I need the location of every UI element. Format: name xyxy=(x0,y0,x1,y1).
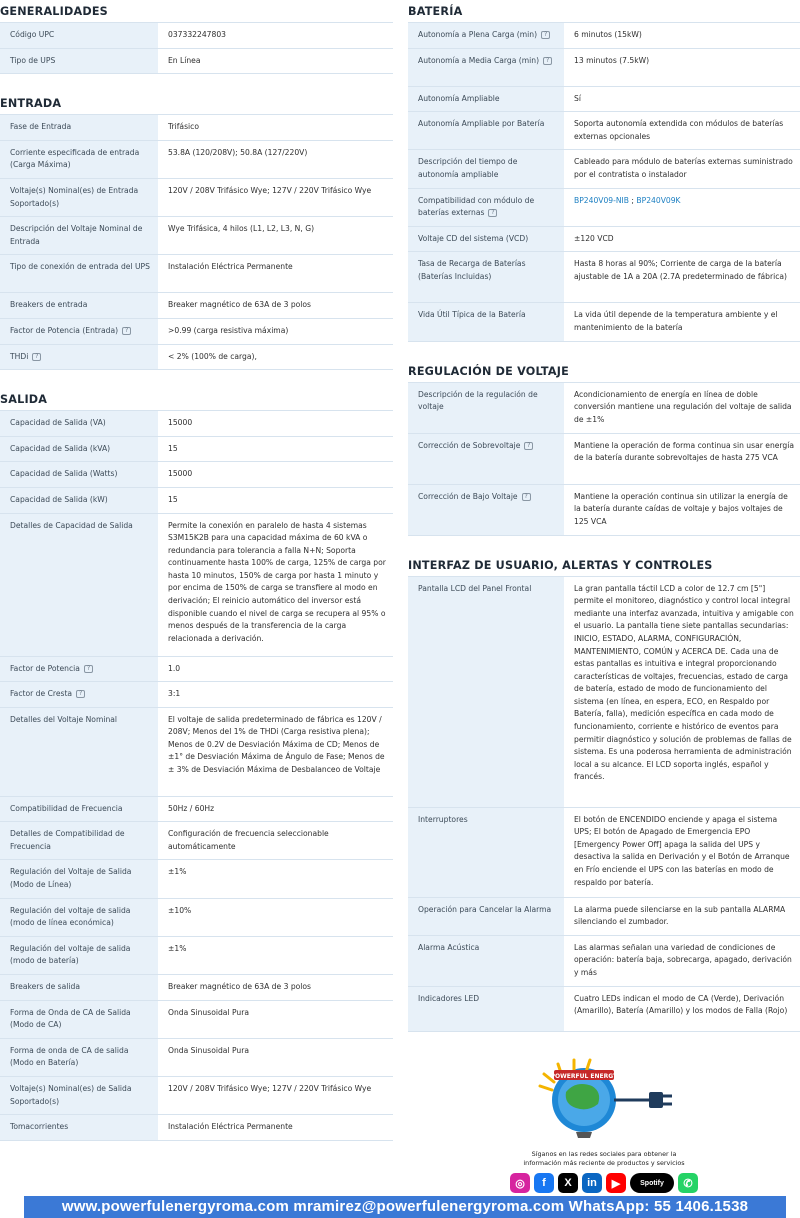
spec-label xyxy=(0,682,158,708)
spec-row xyxy=(408,112,800,150)
spec-value: Hasta 8 horas al 90%; Corriente de carga de la batería ajustable de 1A a 20A (2.7A predeterminado de fábrica) xyxy=(564,252,800,303)
spec-label xyxy=(408,576,564,807)
spec-label-text: Detalles de Compatibilidad de Frecuencia xyxy=(10,829,125,851)
whatsapp-icon[interactable]: ✆ xyxy=(678,1173,698,1193)
spec-value: Las alarmas señalan una variedad de condiciones de operación: batería baja, sobrecarga, apagado, derivación y más xyxy=(564,935,800,986)
spec-value: Instalación Eléctrica Permanente xyxy=(158,255,393,293)
spec-value: Mantiene la operación continua sin utilizar la energía de la batería durante caídas de voltaje y bajos voltajes de 125 VCA xyxy=(564,484,800,535)
spec-row xyxy=(408,382,800,433)
spec-row xyxy=(408,188,800,226)
spec-label-text: Autonomía Ampliable por Batería xyxy=(418,119,545,129)
spec-row xyxy=(408,303,800,341)
spec-label xyxy=(0,48,158,74)
spec-label-text: Operación para Cancelar la Alarma xyxy=(418,904,552,914)
spec-row xyxy=(408,23,800,49)
spec-label xyxy=(408,897,564,935)
spec-label xyxy=(0,975,158,1001)
spec-label-text: Descripción del Voltaje Nominal de Entrada xyxy=(10,224,143,246)
spec-value: 15 xyxy=(158,487,393,513)
contact-footer[interactable]: www.powerfulenergyroma.com mramirez@powerfulenergyroma.com WhatsApp: 55 1406.1538 xyxy=(24,1196,786,1218)
spec-label xyxy=(0,115,158,141)
spec-table xyxy=(0,22,393,74)
spec-value: Configuración de frecuencia seleccionable automáticamente xyxy=(158,822,393,860)
spec-row xyxy=(408,807,800,897)
spec-row xyxy=(0,796,393,822)
spec-label xyxy=(0,936,158,974)
spec-label xyxy=(0,140,158,178)
spec-label-text: Descripción del tiempo de autonomía ampliable xyxy=(418,157,518,179)
help-icon[interactable]: ? xyxy=(541,31,550,39)
left-column xyxy=(0,0,393,1141)
spec-row xyxy=(0,656,393,682)
spec-label xyxy=(408,986,564,1031)
company-logo xyxy=(514,1052,694,1142)
spec-value: Onda Sinusoidal Pura xyxy=(158,1038,393,1076)
spec-label xyxy=(0,436,158,462)
help-icon[interactable]: ? xyxy=(543,57,552,65)
spec-label xyxy=(0,255,158,293)
spec-label-text: Factor de Potencia xyxy=(10,663,80,673)
youtube-icon[interactable]: ▶ xyxy=(606,1173,626,1193)
spec-row xyxy=(0,1115,393,1141)
spec-label-text: THDi xyxy=(10,351,29,361)
spec-label-text: Forma de Onda de CA de Salida (Modo de CA) xyxy=(10,1007,131,1030)
spec-label xyxy=(0,217,158,255)
spec-row xyxy=(0,975,393,1001)
social-icons xyxy=(408,1173,800,1193)
spec-row xyxy=(0,48,393,74)
spec-label xyxy=(0,487,158,513)
spec-value: ±1% xyxy=(158,860,393,898)
spec-label xyxy=(408,433,564,484)
spec-label xyxy=(408,23,564,49)
spec-label-text: Breakers de salida xyxy=(10,982,80,992)
spec-label-text: Tasa de Recarga de Baterías (Baterías Incluidas) xyxy=(418,259,526,281)
spec-label xyxy=(408,226,564,252)
help-icon[interactable]: ? xyxy=(524,442,533,450)
spec-value: En Línea xyxy=(158,48,393,74)
spec-label xyxy=(0,1000,158,1038)
spec-label-text: Capacidad de Salida (kW) xyxy=(10,494,108,504)
spec-value: El voltaje de salida predeterminado de fábrica es 120V / 208V; Menos del 1% de THDi (Carga resistiva plena); Menos de 0.2V de Desviación Máxima de CD; Menos de ±1° de Desviación Máxima de Ángulo de Fase; Menos de ± 3% de Desviación Máxima de Desbalanceo de Voltaje xyxy=(158,707,393,796)
spec-row xyxy=(0,411,393,437)
spec-label-text: Voltaje(s) Nominal(es) de Salida Soportado(s) xyxy=(10,1084,132,1106)
brand-area xyxy=(408,1040,800,1193)
spec-label xyxy=(408,86,564,112)
spec-value: Cableado para módulo de baterías externas suministrado por el contratista o instalador xyxy=(564,150,800,188)
spec-row xyxy=(408,150,800,188)
spec-label xyxy=(0,656,158,682)
battery-module-link[interactable]: BP240V09K xyxy=(636,195,681,205)
spec-label-text: Interruptores xyxy=(418,814,468,824)
spec-label-text: Breakers de entrada xyxy=(10,300,88,310)
spec-value: 13 minutos (7.5kW) xyxy=(564,48,800,86)
spec-row xyxy=(0,682,393,708)
spec-label xyxy=(408,252,564,303)
spec-label-text: Detalles de Capacidad de Salida xyxy=(10,520,133,530)
spec-value: El botón de ENCENDIDO enciende y apaga el sistema UPS; El botón de Apagado de Emergencia EPO [Emergency Power Off] apaga la salida del UPS y desactiva la salida en Derivación y el Botón de Arranque en Frío enciende el UPS con las baterías en modo de respaldo por batería. xyxy=(564,807,800,897)
spec-row xyxy=(0,462,393,488)
spec-value: Onda Sinusoidal Pura xyxy=(158,1000,393,1038)
spec-label-text: Tipo de UPS xyxy=(10,55,56,65)
spec-row xyxy=(0,23,393,49)
spec-value xyxy=(564,188,800,226)
spec-value: Instalación Eléctrica Permanente xyxy=(158,1115,393,1141)
spec-value: ±1% xyxy=(158,936,393,974)
svg-text:POWERFUL ENERGY: POWERFUL ENERGY xyxy=(550,1073,618,1080)
section-title: SALIDA xyxy=(0,393,48,407)
spec-label-text: Corrección de Bajo Voltaje xyxy=(418,491,518,501)
section-title: INTERFAZ DE USUARIO, ALERTAS Y CONTROLES xyxy=(408,558,713,572)
spec-row xyxy=(0,217,393,255)
spec-row xyxy=(0,178,393,216)
spec-label-text: Código UPC xyxy=(10,30,55,39)
spec-row xyxy=(408,86,800,112)
spec-label-text: Tomacorrientes xyxy=(10,1122,69,1132)
facebook-icon[interactable]: f xyxy=(534,1173,554,1193)
spec-label xyxy=(0,822,158,860)
spec-value: Permite la conexión en paralelo de hasta 4 sistemas S3M15K2B para una capacidad máxima de 60 kVA o redundancia para tolerancia a falla N+N; Soporta continuamente hasta 100% de carga, 125% de carga por hasta 10 minutos, 150% de carga por hasta 1 minuto y por encima de 150% de carga se transfiere al modo en derivación; El reinicio automático del inversor está disponible cuando el nivel de carga se recupera al 95% o menos después de la transferencia de la carga relacionada a derivación. xyxy=(158,513,393,656)
spec-label-text: Fase de Entrada xyxy=(10,122,72,132)
help-icon[interactable]: ? xyxy=(84,665,93,673)
spec-row xyxy=(408,433,800,484)
spec-label-text: Pantalla LCD del Panel Frontal xyxy=(418,583,532,593)
section-title: REGULACIÓN DE VOLTAJE xyxy=(408,364,569,378)
spec-label xyxy=(0,513,158,656)
spec-row xyxy=(0,860,393,898)
spec-label xyxy=(0,707,158,796)
spec-value: Acondicionamiento de energía en línea de doble conversión mantiene una regulación del voltaje de salida de ±1% xyxy=(564,382,800,433)
spec-label xyxy=(408,112,564,150)
spec-label-text: Autonomía Ampliable xyxy=(418,93,500,103)
spec-row xyxy=(0,1038,393,1076)
spec-row xyxy=(0,293,393,319)
spec-value: 6 minutos (15kW) xyxy=(564,23,800,49)
spec-label-text: Regulación del Voltaje de Salida (Modo de Línea) xyxy=(10,867,132,890)
spec-label xyxy=(408,484,564,535)
spotify-icon[interactable]: Spotify xyxy=(630,1173,674,1193)
spec-row xyxy=(0,1000,393,1038)
help-icon[interactable]: ? xyxy=(76,690,85,698)
spec-label-text: Capacidad de Salida (Watts) xyxy=(10,469,118,479)
spec-value: Sí xyxy=(564,86,800,112)
spec-label-text: Regulación del voltaje de salida (modo de línea económica) xyxy=(10,905,131,928)
spec-label-text: Corrección de Sobrevoltaje xyxy=(418,440,521,450)
linkedin-icon[interactable]: in xyxy=(582,1173,602,1193)
spec-label xyxy=(408,188,564,226)
x-icon[interactable]: X xyxy=(558,1173,578,1193)
link-separator: ; xyxy=(629,195,637,205)
spec-label xyxy=(0,293,158,319)
spec-label-text: Regulación del voltaje de salida (modo de batería) xyxy=(10,943,131,966)
spec-row xyxy=(0,707,393,796)
spec-row xyxy=(0,255,393,293)
spec-table xyxy=(0,114,393,370)
help-icon[interactable]: ? xyxy=(522,493,531,501)
spec-value: 120V / 208V Trifásico Wye; 127V / 220V Trifásico Wye xyxy=(158,178,393,216)
spec-label xyxy=(0,1038,158,1076)
spec-row xyxy=(0,1077,393,1115)
spec-label-text: Voltaje(s) Nominal(es) de Entrada Soportado(s) xyxy=(10,185,139,208)
spec-row xyxy=(0,822,393,860)
spec-value: Mantiene la operación de forma continua sin usar energía de la batería durante sobrevoltajes de hasta 275 VCA xyxy=(564,433,800,484)
spec-value: ±120 VCD xyxy=(564,226,800,252)
spec-value: 037332247803 xyxy=(158,23,393,49)
spec-label xyxy=(0,318,158,344)
spec-table xyxy=(0,410,393,1141)
spec-label xyxy=(0,1115,158,1141)
spec-row xyxy=(0,898,393,936)
battery-module-link[interactable]: BP240V09-NIB xyxy=(574,195,630,205)
spec-label-text: Factor de Cresta xyxy=(10,689,73,699)
help-icon[interactable]: ? xyxy=(488,209,497,217)
spec-row xyxy=(408,484,800,535)
spec-label xyxy=(0,796,158,822)
spec-value: 120V / 208V Trifásico Wye; 127V / 220V Trifásico Wye xyxy=(158,1077,393,1115)
spec-label-text: Forma de onda de CA de salida (Modo en Batería) xyxy=(10,1045,129,1068)
social-follow-text: Síganos en las redes sociales para obtener la información más reciente de productos y servicios xyxy=(523,1150,685,1167)
spec-row xyxy=(408,48,800,86)
spec-label-text: Corriente especificada de entrada (Carga Máxima) xyxy=(10,147,140,170)
spec-label-text: Indicadores LED xyxy=(418,993,480,1003)
spec-value: La alarma puede silenciarse en la sub pantalla ALARMA silenciando el zumbador. xyxy=(564,897,800,935)
instagram-icon[interactable]: ◎ xyxy=(510,1173,530,1193)
spec-label-text: Factor de Potencia (Entrada) xyxy=(10,325,119,335)
spec-label xyxy=(408,48,564,86)
spec-value: Cuatro LEDs indican el modo de CA (Verde), Derivación (Amarillo), Batería (Amarillo) y los modos de Falla (Rojo) xyxy=(564,986,800,1031)
spec-value: La vida útil depende de la temperatura ambiente y el mantenimiento de la batería xyxy=(564,303,800,341)
spec-value: 50Hz / 60Hz xyxy=(158,796,393,822)
spec-value: 15000 xyxy=(158,462,393,488)
spec-value: 15 xyxy=(158,436,393,462)
spec-table xyxy=(408,576,800,1032)
help-icon[interactable]: ? xyxy=(32,353,41,361)
spec-label-text: Alarma Acústica xyxy=(418,942,480,952)
spec-label xyxy=(408,382,564,433)
spec-row xyxy=(0,487,393,513)
spec-value: < 2% (100% de carga), xyxy=(158,344,393,370)
spec-row xyxy=(0,115,393,141)
spec-row xyxy=(408,897,800,935)
spec-label xyxy=(0,344,158,370)
help-icon[interactable]: ? xyxy=(122,327,131,335)
spec-label xyxy=(0,1077,158,1115)
spec-label xyxy=(0,23,158,49)
section-title: GENERALIDADES xyxy=(0,5,108,18)
spec-label-text: Capacidad de Salida (VA) xyxy=(10,418,106,428)
spec-value: 3:1 xyxy=(158,682,393,708)
spec-value: 53.8A (120/208V); 50.8A (127/220V) xyxy=(158,140,393,178)
spec-label xyxy=(408,935,564,986)
spec-value: >0.99 (carga resistiva máxima) xyxy=(158,318,393,344)
spec-label-text: Compatibilidad de Frecuencia xyxy=(10,803,123,813)
spec-label-text: Autonomía a Plena Carga (min) xyxy=(418,30,538,39)
spec-label-text: Compatibilidad con módulo de baterías externas xyxy=(418,195,535,218)
spec-table xyxy=(408,22,800,342)
section-title: ENTRADA xyxy=(0,97,62,111)
section-spacer xyxy=(408,342,800,360)
spec-value: ±10% xyxy=(158,898,393,936)
section-spacer xyxy=(0,74,393,92)
spec-label-text: Autonomía a Media Carga (min) xyxy=(418,55,540,65)
spec-row xyxy=(408,576,800,807)
spec-table xyxy=(408,382,800,536)
spec-label-text: Voltaje CD del sistema (VCD) xyxy=(418,233,529,243)
spec-row xyxy=(0,513,393,656)
spec-label-text: Capacidad de Salida (kVA) xyxy=(10,443,111,453)
spec-row xyxy=(0,436,393,462)
spec-value: 1.0 xyxy=(158,656,393,682)
spec-value: Breaker magnético de 63A de 3 polos xyxy=(158,975,393,1001)
section-spacer xyxy=(408,536,800,554)
spec-label xyxy=(408,150,564,188)
spec-label xyxy=(0,898,158,936)
spec-value: Soporta autonomía extendida con módulos de baterías externas opcionales xyxy=(564,112,800,150)
spec-value: Wye Trifásica, 4 hilos (L1, L2, L3, N, G) xyxy=(158,217,393,255)
spec-label xyxy=(0,178,158,216)
spec-label xyxy=(0,411,158,437)
spec-row xyxy=(408,252,800,303)
spec-label xyxy=(408,807,564,897)
spec-value: La gran pantalla táctil LCD a color de 12.7 cm [5"] permite el monitoreo, diagnóstico y control local integral mediante una interfaz avanzada, intuitiva y amigable con el usuario. La pantalla tiene siete pantallas secundarias: INICIO, ESTADO, ALARMA, CONFIGURACIÓN, MANTENIMIENTO, COMÚN y ACERCA DE. Cada una de estas pantallas es intuitiva e integral proporcionando características de voltajes, frecuencias, estado de carga de batería, estado de modo de funcionamiento del sistema (en línea, en espera, ECO, en Respaldo por Batería, falla), medición específica en cada modo de funcionamiento, corriente e histórico de eventos para permitir diagnóstico y solución de problemas de fallas de sistema. Es una poderosa herramienta de administración local a su alcance. El LCD soporta inglés, español y francés. xyxy=(564,576,800,807)
spec-row xyxy=(408,226,800,252)
right-column xyxy=(408,0,800,1032)
spec-label-text: Vida Útil Típica de la Batería xyxy=(418,310,526,320)
spec-row xyxy=(408,935,800,986)
spec-label-text: Detalles del Voltaje Nominal xyxy=(10,714,118,724)
spec-value: Breaker magnético de 63A de 3 polos xyxy=(158,293,393,319)
spec-label-text: Tipo de conexión de entrada del UPS xyxy=(10,262,150,272)
spec-label xyxy=(408,303,564,341)
section-spacer xyxy=(0,370,393,388)
spec-label-text: Descripción de la regulación de voltaje xyxy=(418,389,538,412)
spec-value: Trifásico xyxy=(158,115,393,141)
section-title: BATERÍA xyxy=(408,5,463,18)
spec-label xyxy=(0,462,158,488)
spec-row xyxy=(0,318,393,344)
spec-row xyxy=(408,986,800,1031)
spec-label xyxy=(0,860,158,898)
spec-value: 15000 xyxy=(158,411,393,437)
spec-row xyxy=(0,936,393,974)
spec-row xyxy=(0,140,393,178)
spec-row xyxy=(0,344,393,370)
